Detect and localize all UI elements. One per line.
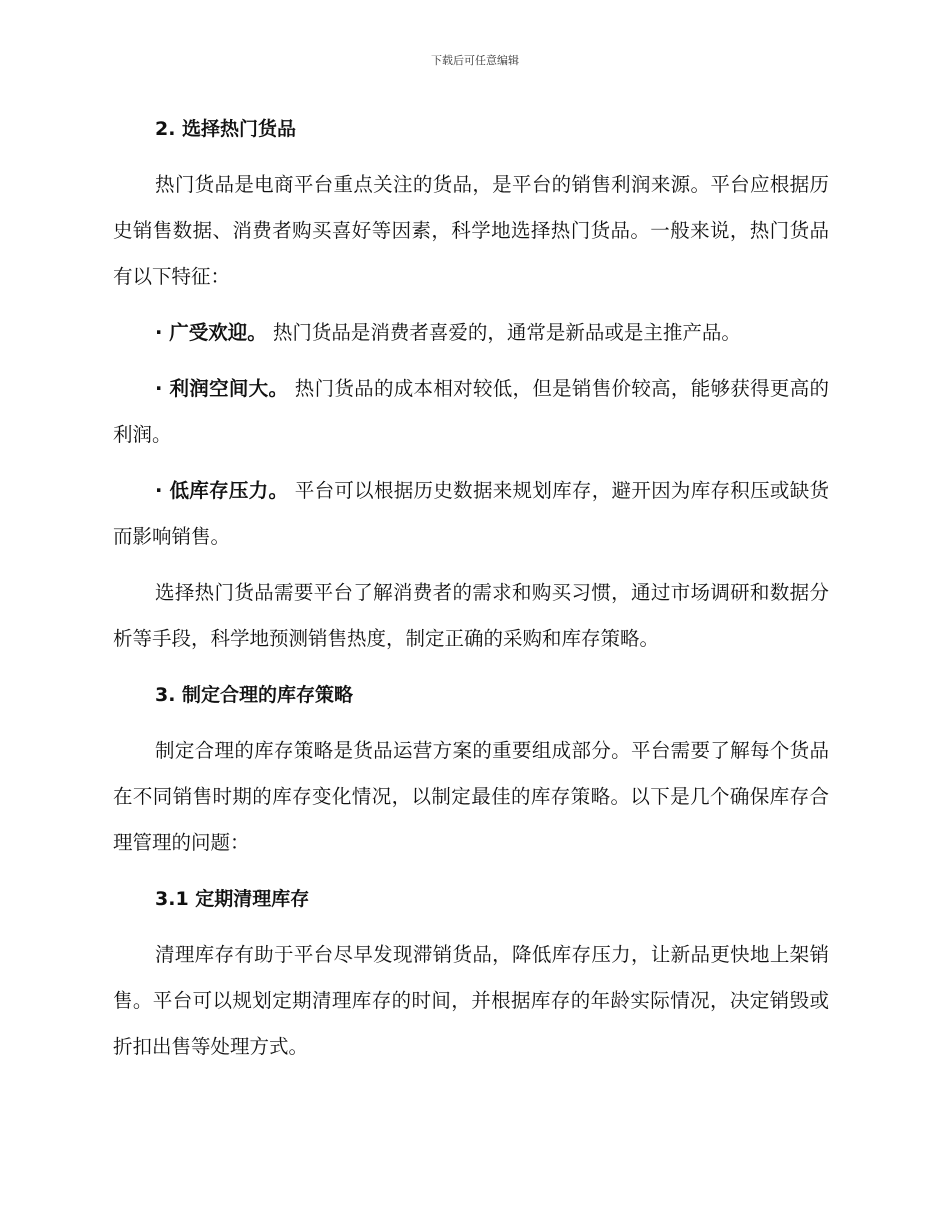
bullet-popular-lead: · 广受欢迎。 [155,321,267,344]
section-3-1-text: 清理库存有助于平台尽早发现滞销货品，降低库存压力，让新品更快地上架销售。平台可以规划定期清理库存的时间，并根据库存的年龄实际情况，决定销毁或折扣出售等处理方式。 [113,943,829,1058]
bullet-profit-lead: · 利润空间大。 [155,377,289,400]
section-3-intro: 制定合理的库存策略是货品运营方案的重要组成部分。平台需要了解每个货品在不同销售时期的库存变化情况，以制定最佳的库存策略。以下是几个确保库存合理管理的问题： [113,739,829,854]
bullet-inventory-lead: · 低库存压力。 [155,479,289,502]
bullet-inventory-text: 平台可以根据历史数据来规划库存，避开因为库存积压或缺货而影响销售。 [113,479,829,548]
section-2-outro: 选择热门货品需要平台了解消费者的需求和购买习惯，通过市场调研和数据分析等手段，科学地预测销售热度，制定正确的采购和库存策略。 [113,581,829,650]
document-body [113,106,829,1080]
section-2-intro: 热门货品是电商平台重点关注的货品，是平台的销售利润来源。平台应根据历史销售数据、消费者购买喜好等因素，科学地选择热门货品。一般来说，热门货品有以下特征： [113,173,829,288]
page-header: 下载后可任意编辑 [431,54,519,67]
section-3-title: 3. 制定合理的库存策略 [155,684,354,706]
bullet-popular-text: 热门货品是消费者喜爱的，通常是新品或是主推产品。 [266,321,741,344]
bullet-profit-text: 热门货品的成本相对较低，但是销售价较高，能够获得更高的利润。 [113,377,829,446]
bullet-popular [113,310,829,356]
section-2-title: 2. 选择热门货品 [155,118,297,140]
bullet-inventory [113,468,829,560]
bullet-profit [113,366,829,458]
section-3-1-title: 3.1 定期清理库存 [155,888,310,910]
